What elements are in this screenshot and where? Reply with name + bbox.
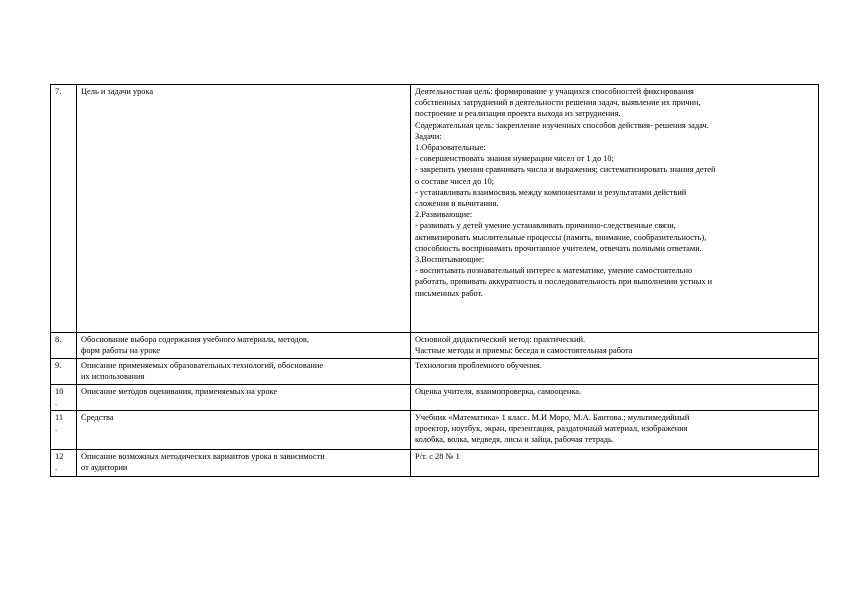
criterion-value-line: письменных работ. — [415, 288, 483, 298]
row-number-cell — [51, 85, 77, 333]
criterion-value-line: - устанавливать взаимосвязь между компонентами и результатами действий — [415, 187, 687, 197]
table-row — [51, 333, 819, 359]
criterion-label-cell — [77, 85, 411, 333]
criterion-label-cell — [77, 359, 411, 385]
criterion-value-line: Задачи: — [415, 131, 442, 141]
criterion-label-line: Описание методов оценивания, применяемых на уроке — [81, 387, 278, 396]
criterion-value-line: колобка, волка, медведя, лисы и зайца, рабочая тетрадь. — [415, 435, 614, 445]
criterion-value-cell — [411, 385, 819, 411]
criterion-value-line: Частные методы и приемы: беседа и самостоятельная работа — [415, 346, 633, 356]
row-number: 7. — [55, 87, 62, 96]
row-number-cell — [51, 359, 77, 385]
criterion-label-line: Цель и задачи урока — [81, 87, 154, 96]
criterion-value-line: 1.Образовательные: — [415, 143, 486, 153]
table-row — [51, 450, 819, 477]
criterion-label-line: Обоснование выбора содержания учебного материала, методов, — [81, 335, 309, 344]
table-row — [51, 85, 819, 333]
criterion-value-line: способность воспринимать прочитанное учителем, отвечать полными ответами. — [415, 243, 702, 253]
criterion-value-line: сложения и вычитания. — [415, 199, 499, 209]
row-number-suffix: . — [55, 424, 58, 434]
criterion-value-line: - развивать у детей умение устанавливать причинно-следственные связи, — [415, 221, 676, 231]
row-number-cell — [51, 450, 77, 477]
lesson-plan-table-body — [51, 85, 819, 477]
row-number: 12 — [55, 452, 64, 461]
criterion-value-cell — [411, 450, 819, 477]
criterion-label-cell — [77, 411, 411, 450]
row-number-suffix: . — [55, 463, 58, 473]
criterion-label-line: форм работы на уроке — [81, 346, 161, 356]
criterion-value-line: - совершенствовать знания нумерации чисел от 1 до 10; — [415, 154, 614, 164]
row-number: 10 — [55, 387, 64, 396]
criterion-value-line: построение и реализация проекта выхода из затруднения. — [415, 109, 621, 119]
row-number: 8. — [55, 335, 62, 344]
criterion-value-line: Учебник «Математика» 1 класс. М.И Моро, М.А. Бантова.; мультимедийный — [415, 413, 690, 422]
criterion-value-line: - воспитывать познавательный интерес к математике, умение самостоятельно — [415, 266, 693, 276]
criterion-label-cell — [77, 385, 411, 411]
criterion-value-line: 3.Воспитывающие: — [415, 255, 485, 265]
criterion-value-cell — [411, 359, 819, 385]
criterion-value-line: работать, прививать аккуратность и последовательность при выполнении устных и — [415, 277, 713, 287]
criterion-value-line: Р/т. с 28 № 1 — [415, 452, 460, 461]
lesson-plan-table — [50, 84, 819, 477]
criterion-label-cell — [77, 450, 411, 477]
row-number: 11 — [55, 413, 64, 422]
row-number: 9. — [55, 361, 62, 370]
criterion-value-line: Деятельностная цель: формирование у учащихся способностей фиксирования — [415, 87, 694, 96]
criterion-label-line: Описание применяемых образовательных технологий, обоснование — [81, 361, 324, 370]
row-number-suffix: . — [55, 398, 58, 408]
criterion-label-line: Описание возможных методических вариантов урока в зависимости — [81, 452, 325, 461]
table-row — [51, 411, 819, 450]
criterion-value-line: о составе чисел до 10; — [415, 176, 495, 186]
table-row — [51, 359, 819, 385]
criterion-value-line: Оценка учителя, взаимопроверка, самооценка. — [415, 387, 582, 396]
criterion-value-line: 2.Развивающие: — [415, 210, 473, 220]
criterion-value-line: - закрепить умения сравнивать числа и выражения; систематизировать знания детей — [415, 165, 716, 175]
criterion-value-line: Технология проблемного обучения. — [415, 361, 542, 370]
criterion-label-line: их использования — [81, 372, 145, 382]
row-number-cell — [51, 333, 77, 359]
row-number-cell — [51, 385, 77, 411]
row-number-cell — [51, 411, 77, 450]
criterion-value-line: Основной дидактический метод: практический. — [415, 335, 586, 344]
criterion-value-cell — [411, 411, 819, 450]
criterion-label-line: Средства — [81, 413, 114, 422]
criterion-label-cell — [77, 333, 411, 359]
table-row — [51, 385, 819, 411]
criterion-value-cell — [411, 333, 819, 359]
criterion-value-cell — [411, 85, 819, 333]
criterion-value-line: проектор, ноутбук, экран, презентация, раздаточный материал, изображения — [415, 424, 688, 434]
criterion-value-line: собственных затруднений в деятельности решения задач, выявление их причин, — [415, 98, 701, 108]
criterion-value-line: активизировать мыслительные процессы (память, внимание, сообразительность), — [415, 232, 707, 242]
criterion-value-line: Содержательная цель: закрепление изученных способов действия- решения задач. — [415, 120, 709, 130]
criterion-label-line: от аудитории — [81, 463, 128, 473]
